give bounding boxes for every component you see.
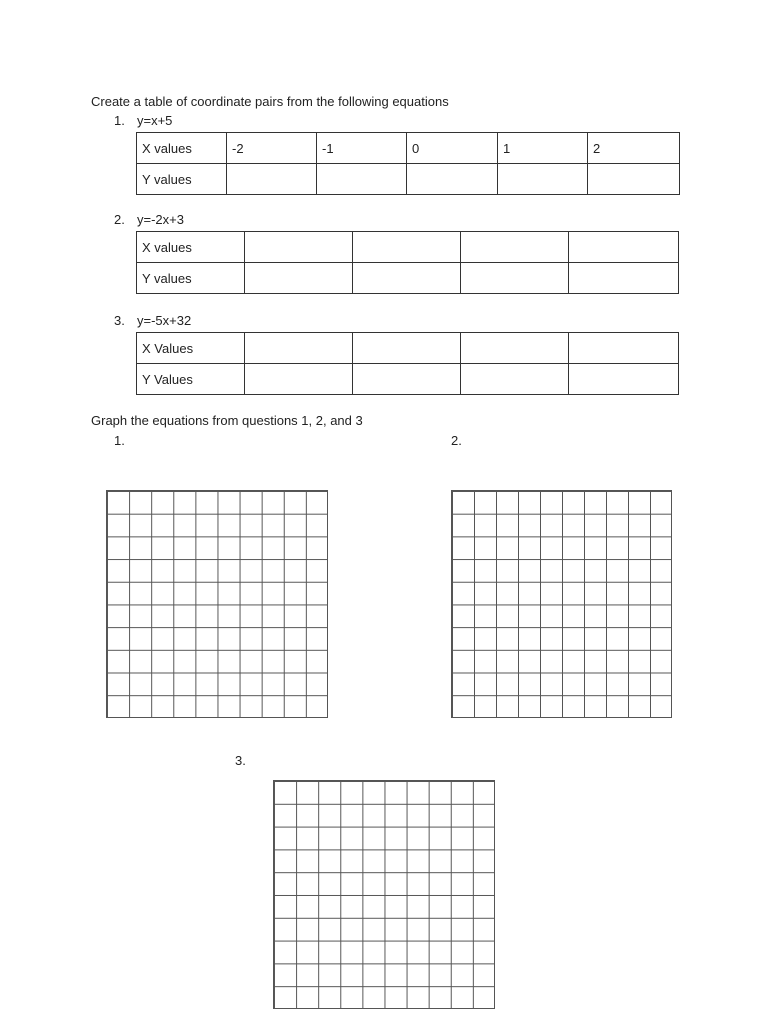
graph-1-number: 1. [114, 433, 125, 448]
x-value-cell[interactable] [569, 333, 679, 364]
x-value-cell[interactable] [245, 232, 353, 263]
graph-grid-2[interactable] [451, 490, 672, 718]
graph-grid-3[interactable] [273, 780, 495, 1009]
question-2-number: 2. [114, 212, 125, 227]
x-values-row [137, 333, 679, 364]
y-label: Y values [137, 263, 245, 294]
y-value-cell[interactable] [227, 164, 317, 195]
x-label: X Values [137, 333, 245, 364]
y-values-row [137, 164, 680, 195]
x-label: X values [137, 133, 227, 164]
y-value-cell[interactable] [461, 263, 569, 294]
y-value-cell[interactable] [245, 263, 353, 294]
x-value-cell[interactable] [569, 232, 679, 263]
y-value-cell[interactable] [461, 364, 569, 395]
x-label: X values [137, 232, 245, 263]
x-values-row [137, 133, 680, 164]
y-value-cell[interactable] [588, 164, 680, 195]
x-value-cell[interactable] [461, 232, 569, 263]
x-value: 2 [588, 133, 680, 164]
x-value-cell[interactable] [461, 333, 569, 364]
graph-grid-1[interactable] [106, 490, 328, 718]
table-question-1 [136, 132, 680, 195]
y-value-cell[interactable] [245, 364, 353, 395]
graph-instruction: Graph the equations from questions 1, 2, and 3 [91, 413, 363, 428]
graph-2-number: 2. [451, 433, 462, 448]
table-question-2 [136, 231, 679, 294]
question-1-equation: y=x+5 [137, 113, 173, 128]
question-3-equation: y=-5x+32 [137, 313, 192, 328]
table-instruction: Create a table of coordinate pairs from the following equations [91, 94, 449, 109]
y-value-cell[interactable] [353, 364, 461, 395]
y-values-row [137, 364, 679, 395]
graph-3-number: 3. [235, 753, 246, 768]
x-value-cell[interactable] [353, 232, 461, 263]
x-value: -2 [227, 133, 317, 164]
question-2-equation: y=-2x+3 [137, 212, 184, 227]
x-value: 0 [407, 133, 498, 164]
x-value: -1 [317, 133, 407, 164]
table-question-3 [136, 332, 679, 395]
y-value-cell[interactable] [353, 263, 461, 294]
y-values-row [137, 263, 679, 294]
y-value-cell[interactable] [569, 364, 679, 395]
y-value-cell[interactable] [317, 164, 407, 195]
y-label: Y values [137, 164, 227, 195]
y-value-cell[interactable] [407, 164, 498, 195]
x-value-cell[interactable] [353, 333, 461, 364]
question-3-number: 3. [114, 313, 125, 328]
y-value-cell[interactable] [569, 263, 679, 294]
x-value-cell[interactable] [245, 333, 353, 364]
question-1-number: 1. [114, 113, 125, 128]
y-label: Y Values [137, 364, 245, 395]
y-value-cell[interactable] [498, 164, 588, 195]
x-values-row [137, 232, 679, 263]
x-value: 1 [498, 133, 588, 164]
